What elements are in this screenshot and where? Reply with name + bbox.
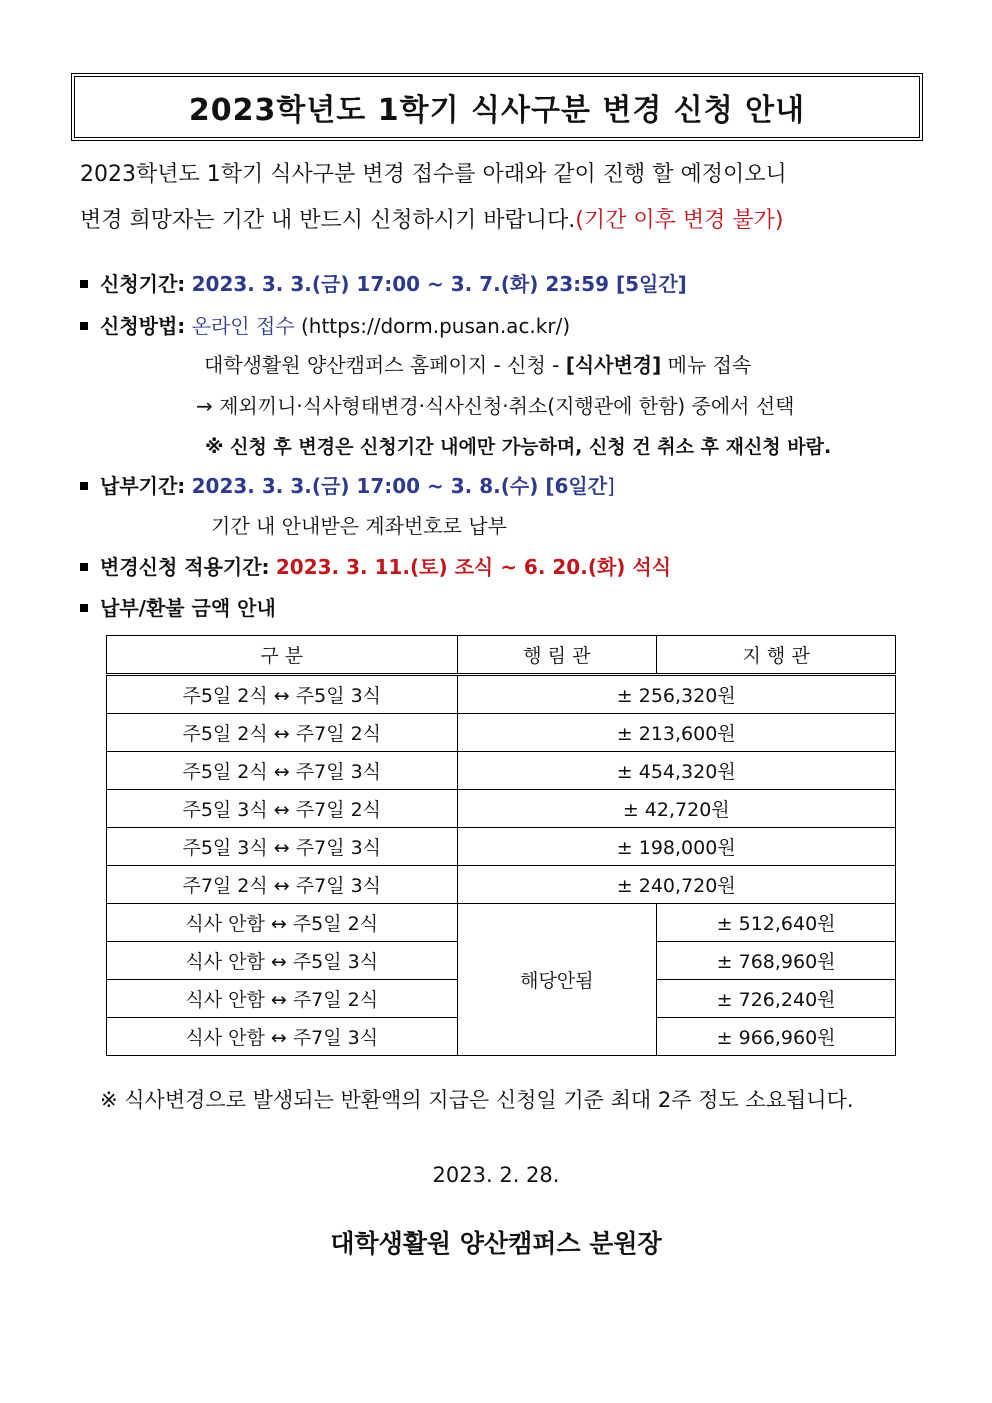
row-label: 주7일 2식 ↔ 주7일 3식: [107, 866, 458, 904]
apply-method-path-suffix: 메뉴 접속: [661, 353, 752, 377]
bullet-icon: [80, 322, 88, 330]
row-amount: ± 512,640원: [657, 904, 896, 942]
row-label: 주5일 2식 ↔ 주7일 2식: [107, 714, 458, 752]
refund-note: ※ 식사변경으로 발생되는 반환액의 지급은 신청일 기준 최대 2주 정도 소요됩니다.: [100, 1088, 854, 1112]
apply-period-label: 신청기간:: [100, 272, 186, 296]
intro-line-2: [80, 198, 916, 244]
apply-effective-item: [80, 551, 671, 580]
row-amount: ± 726,240원: [657, 980, 896, 1018]
row-label: 식사 안함 ↔ 주5일 2식: [107, 904, 458, 942]
fee-heading: 납부/환불 금액 안내: [100, 596, 276, 620]
row-label: 주5일 2식 ↔ 주5일 3식: [107, 675, 458, 714]
apply-period-value: 2023. 3. 3.(금) 17:00 ~ 3. 7.(화) 23:59 [5일간]: [191, 272, 687, 296]
header-category: 구 분: [107, 636, 458, 675]
table-row: [107, 828, 896, 866]
row-amount: ± 198,000원: [457, 828, 896, 866]
payment-period-bracket: ]: [607, 474, 615, 498]
table-header-row: [107, 636, 896, 675]
intro-line-2-text: 변경 희망자는 기간 내 반드시 신청하시기 바랍니다.: [80, 208, 576, 233]
signature: 대학생활원 양산캠퍼스 분원장: [330, 1229, 662, 1258]
apply-method-url[interactable]: (https://dorm.pusan.ac.kr/): [294, 314, 571, 338]
row-label: 식사 안함 ↔ 주5일 3식: [107, 942, 458, 980]
intro-warning: (기간 이후 변경 불가): [575, 208, 784, 233]
page-title: 2023학년도 1학기 식사구분 변경 신청 안내: [188, 93, 806, 128]
bullet-icon: [80, 280, 88, 288]
fee-heading-item: [80, 592, 276, 621]
row-amount: ± 213,600원: [457, 714, 896, 752]
apply-effective-label: 변경신청 적용기간:: [100, 555, 270, 579]
bullet-icon: [80, 563, 88, 571]
row-amount: ± 966,960원: [657, 1018, 896, 1056]
title-box: [71, 73, 923, 141]
apply-period-item: [80, 268, 687, 297]
row-label: 식사 안함 ↔ 주7일 3식: [107, 1018, 458, 1056]
payment-period-value: 2023. 3. 3.(금) 17:00 ~ 3. 8.(수) [6일간: [191, 474, 608, 498]
apply-method-item: [80, 310, 570, 339]
row-amount: ± 454,320원: [457, 752, 896, 790]
table-row: [107, 904, 896, 942]
not-applicable-cell: 해당안됨: [457, 904, 657, 1056]
intro-paragraph: [80, 152, 916, 244]
row-label: 주5일 2식 ↔ 주7일 3식: [107, 752, 458, 790]
intro-line-1: 2023학년도 1학기 식사구분 변경 접수를 아래와 같이 진행 할 예정이오니: [80, 162, 787, 187]
payment-period-item: [80, 470, 615, 499]
row-amount: ± 768,960원: [657, 942, 896, 980]
apply-effective-value: 2023. 3. 11.(토) 조식 ~ 6. 20.(화) 석식: [275, 555, 672, 579]
issue-date: 2023. 2. 28.: [432, 1163, 560, 1187]
apply-method-line-2: [204, 349, 751, 378]
table-row: [107, 675, 896, 714]
fee-table: [106, 635, 896, 1056]
row-label: 주5일 3식 ↔ 주7일 2식: [107, 790, 458, 828]
table-row: [107, 790, 896, 828]
row-amount: ± 240,720원: [457, 866, 896, 904]
apply-method-line-3: → 제외끼니·식사형태변경·식사신청·취소(지행관에 한함) 중에서 선택: [196, 394, 795, 418]
row-label: 식사 안함 ↔ 주7일 2식: [107, 980, 458, 1018]
header-haengrim: 행 림 관: [457, 636, 657, 675]
table-row: [107, 714, 896, 752]
apply-method-path: 대학생활원 양산캠퍼스 홈페이지 - 신청 -: [204, 353, 566, 377]
apply-method-value: 온라인 접수: [191, 314, 295, 338]
bullet-icon: [80, 482, 88, 490]
header-jihaeng: 지 행 관: [657, 636, 896, 675]
apply-method-label: 신청방법:: [100, 314, 186, 338]
apply-method-notice: ※ 신청 후 변경은 신청기간 내에만 가능하며, 신청 건 취소 후 재신청 바람.: [205, 436, 832, 458]
row-label: 주5일 3식 ↔ 주7일 3식: [107, 828, 458, 866]
payment-period-label: 납부기간:: [100, 474, 186, 498]
apply-method-menu: [식사변경]: [565, 353, 662, 377]
table-row: [107, 866, 896, 904]
bullet-icon: [80, 604, 88, 612]
payment-period-line-2: 기간 내 안내받은 계좌번호로 납부: [211, 514, 507, 538]
row-amount: ± 42,720원: [457, 790, 896, 828]
row-amount: ± 256,320원: [457, 675, 896, 714]
table-row: [107, 752, 896, 790]
